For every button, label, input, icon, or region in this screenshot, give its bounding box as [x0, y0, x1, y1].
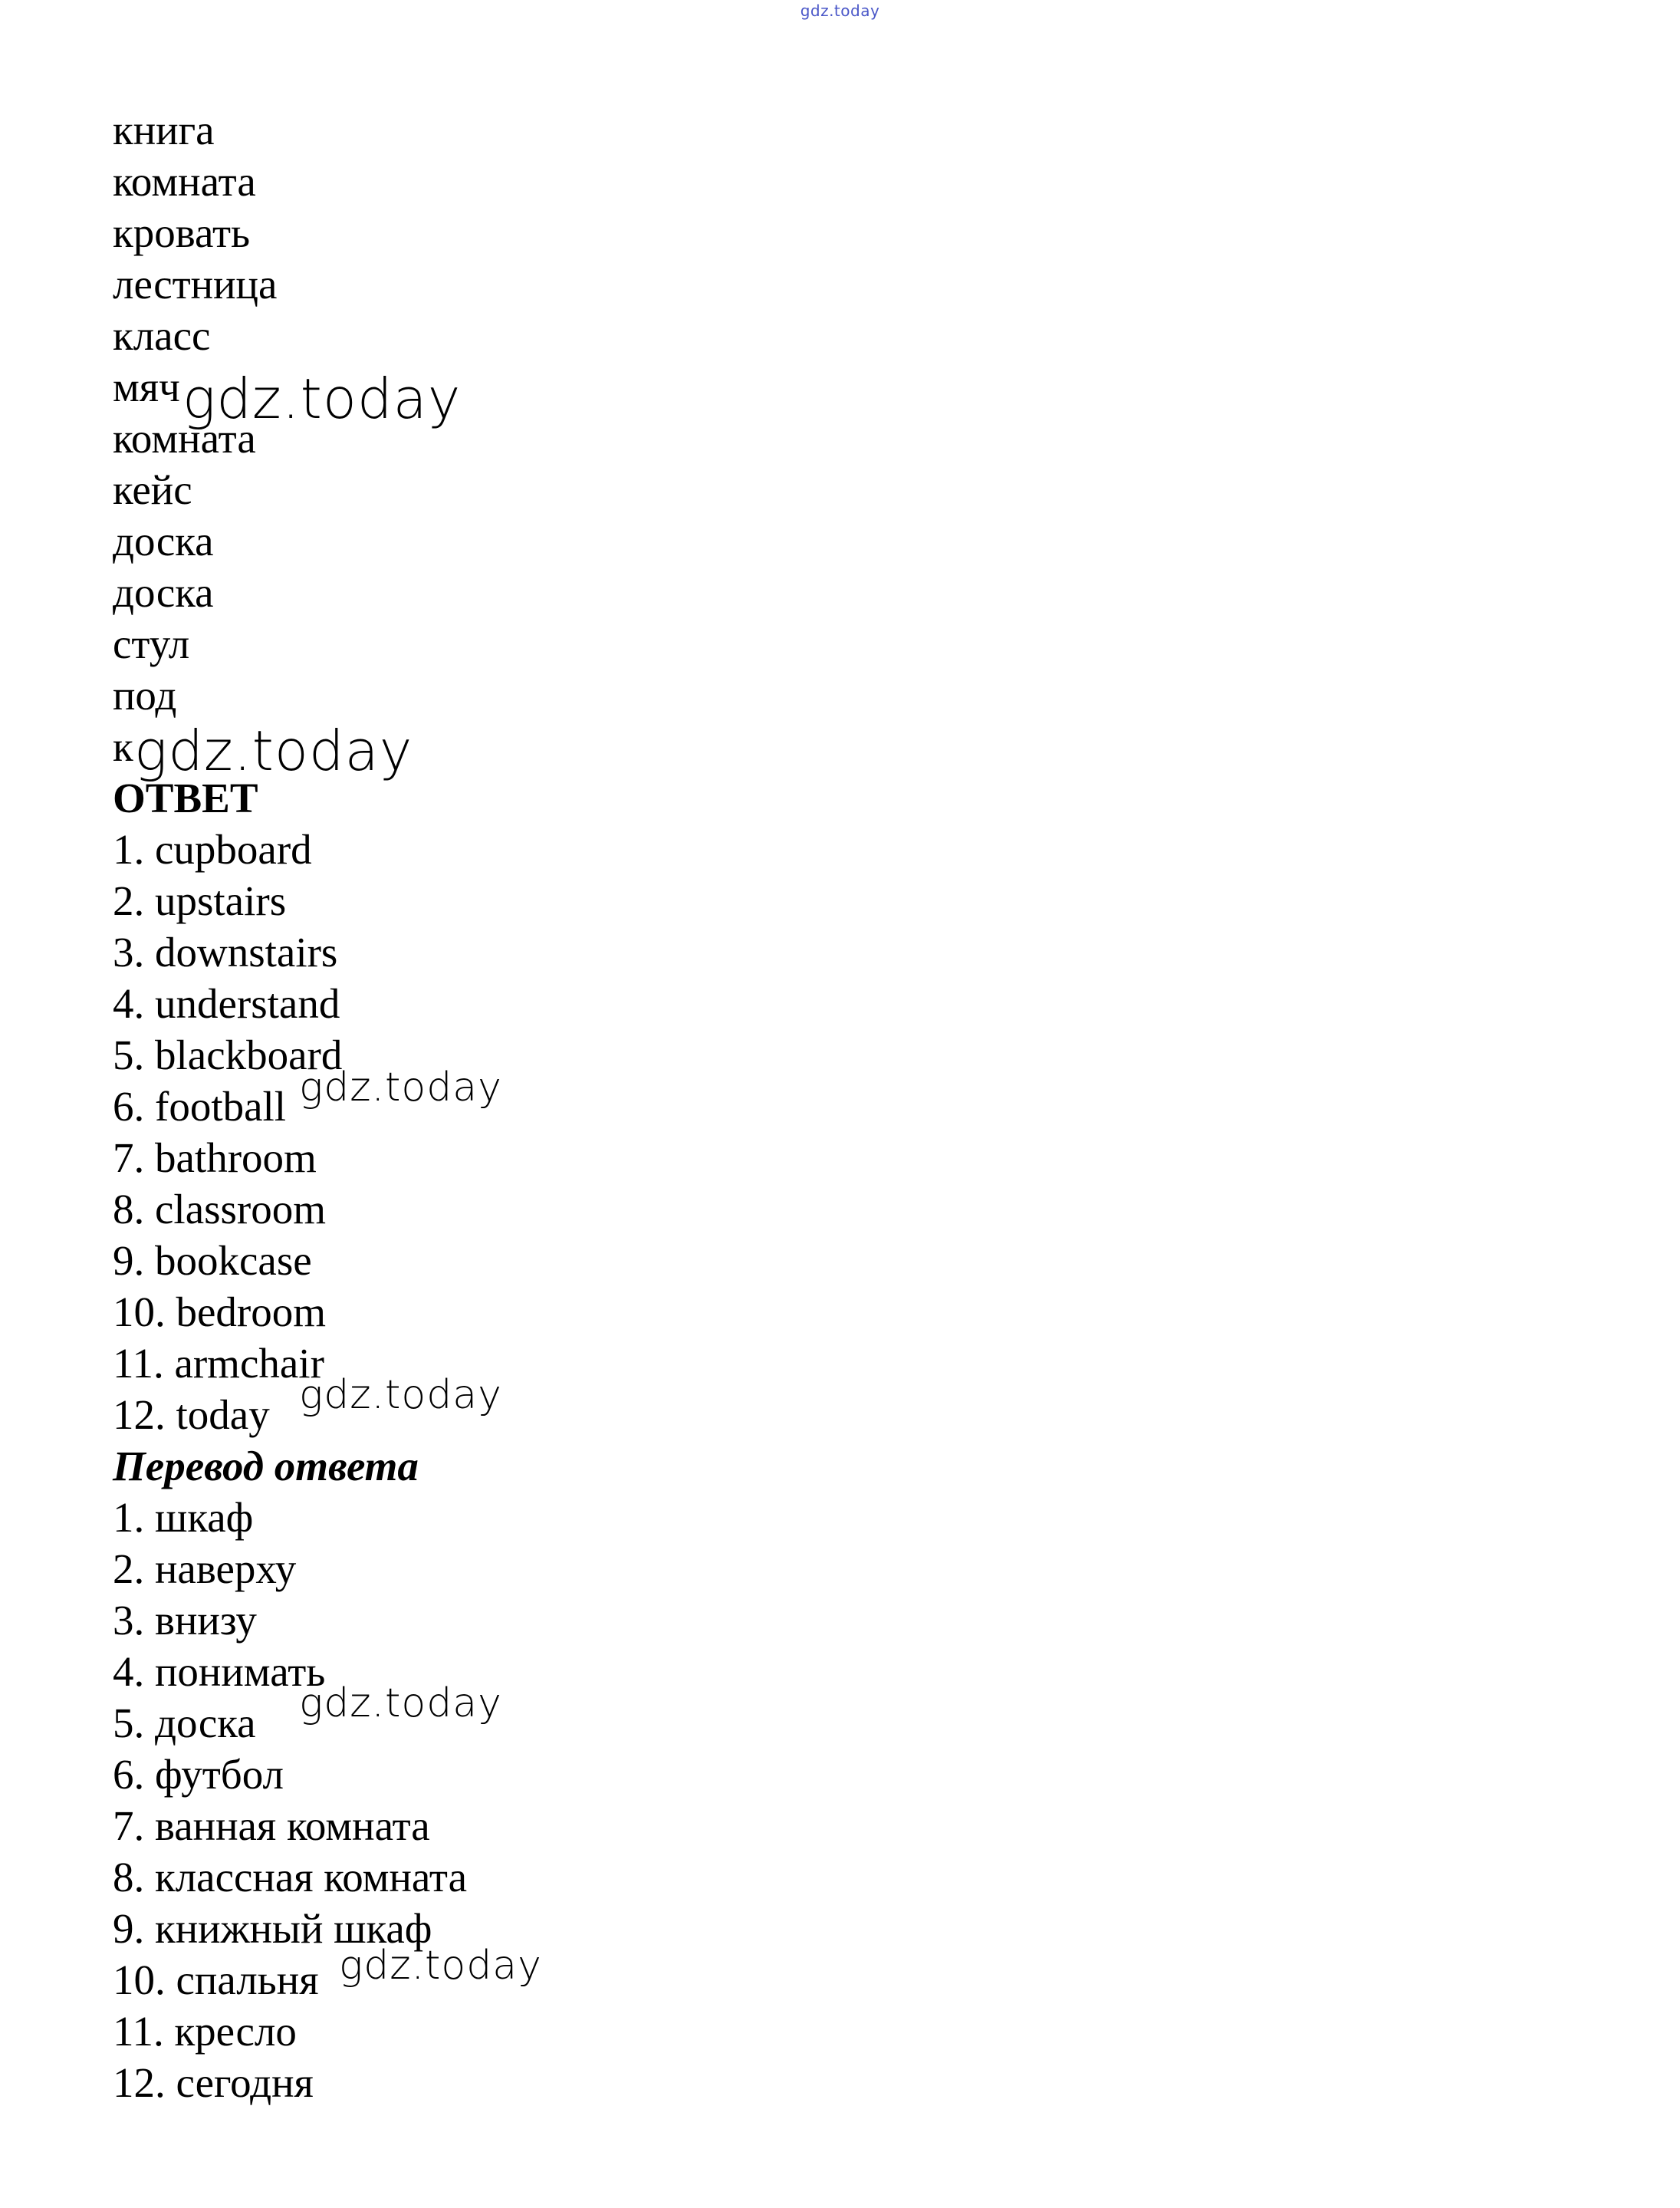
translation-heading: Перевод ответа — [113, 1443, 419, 1489]
watermark-text: gdz.today — [339, 1943, 542, 1989]
answer-item: 8. classroom — [113, 1186, 327, 1232]
task-word: стул — [113, 620, 190, 667]
answer-item: 3. downstairs — [113, 929, 338, 976]
watermark-text: gdz.today — [134, 719, 413, 783]
answer-heading: ОТВЕТ — [113, 775, 258, 821]
task-word-list — [113, 104, 467, 772]
answer-item: 1. cupboard — [113, 826, 312, 873]
answer-item: 10. bedroom — [113, 1288, 327, 1335]
answer-item: 2. upstairs — [113, 877, 287, 924]
task-word: доска — [113, 518, 214, 564]
translation-item: 3. внизу — [113, 1597, 257, 1644]
translation-item: 10. спальня — [113, 1956, 319, 2003]
answer-item: 4. understand — [113, 980, 340, 1027]
task-word: класс — [113, 312, 211, 359]
top-watermark: gdz.today — [800, 2, 880, 20]
watermark-text: gdz.today — [299, 1680, 502, 1726]
task-word: кейс — [113, 466, 192, 513]
translation-item: 7. ванная комната — [113, 1802, 430, 1849]
translation-item: 4. понимать — [113, 1648, 326, 1695]
answer-item: 11. armchair — [113, 1340, 324, 1387]
translation-section — [113, 1440, 467, 2108]
answer-item: 7. bathroom — [113, 1134, 317, 1181]
answer-item: 12. today — [113, 1391, 270, 1438]
task-word: кровать — [113, 209, 251, 256]
task-word: под — [113, 672, 177, 719]
watermark-text: gdz.today — [182, 367, 462, 431]
watermark-text: gdz.today — [299, 1065, 502, 1111]
task-word: мяч — [113, 364, 180, 410]
answer-item: 6. football — [113, 1083, 287, 1130]
task-word: комната — [113, 158, 256, 205]
translation-item: 5. доска — [113, 1700, 256, 1746]
translation-item: 11. кресло — [113, 2008, 297, 2055]
task-word: комната — [113, 415, 256, 462]
answer-item: 5. blackboard — [113, 1032, 343, 1078]
translation-item: 8. классная комната — [113, 1854, 468, 1900]
task-word: к — [113, 723, 133, 770]
translation-item: 2. наверху — [113, 1545, 297, 1592]
task-word: лестница — [113, 261, 278, 308]
answer-item: 9. bookcase — [113, 1237, 312, 1284]
translation-item: 1. шкаф — [113, 1494, 254, 1541]
task-word: доска — [113, 569, 214, 616]
translation-item: 9. книжный шкаф — [113, 1905, 432, 1952]
watermark-text: gdz.today — [299, 1372, 502, 1418]
translation-item: 6. футбол — [113, 1751, 284, 1798]
task-word: книга — [113, 107, 215, 153]
translation-item: 12. сегодня — [113, 2059, 314, 2106]
